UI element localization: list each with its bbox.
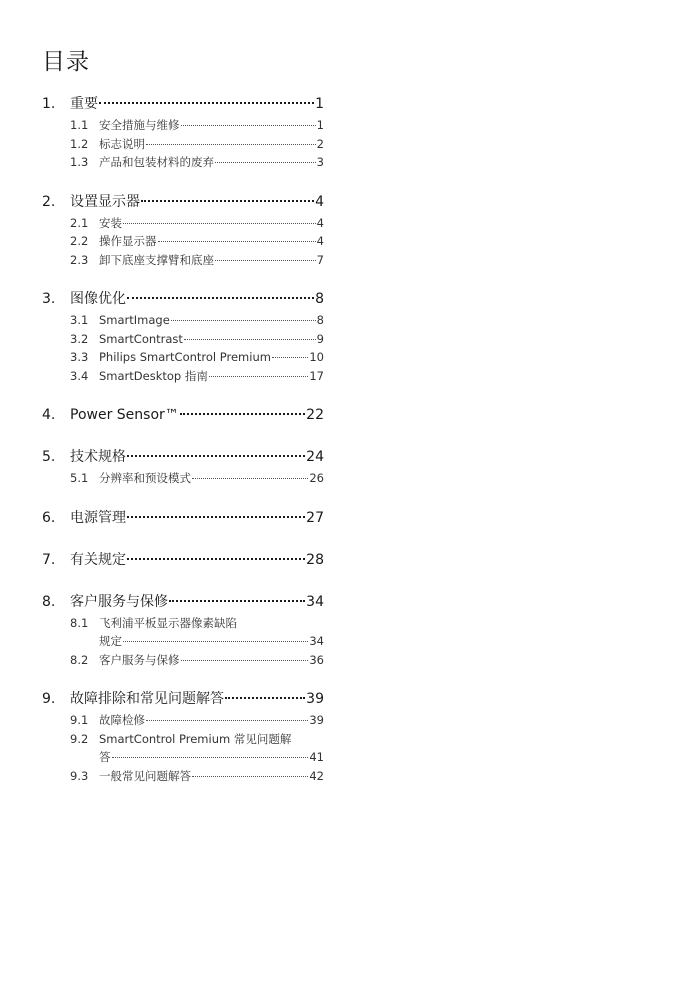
toc-entry-page: 22 (306, 407, 324, 423)
toc-subentry-label: 卸下底座支撑臂和底座 (99, 252, 214, 267)
toc-leader-dots (272, 357, 308, 358)
toc-entry-number: 6. (42, 509, 56, 526)
toc-subentry-label: 安装 (99, 215, 122, 230)
toc-entry-page: 27 (306, 509, 324, 526)
toc-subentry-label: 标志说明 (99, 136, 145, 151)
toc-subentry-label: 安全措施与维修 (99, 118, 180, 132)
toc-entry-number: 5. (42, 449, 56, 465)
toc-entry-page: 28 (306, 551, 324, 568)
toc-subentry-number: 3.3 (70, 350, 89, 364)
toc-subentry[interactable] (42, 153, 324, 172)
toc-subentry-number: 2.1 (70, 215, 89, 230)
toc-subentry-page: 36 (309, 652, 324, 667)
toc-subentry-page: 7 (316, 252, 324, 267)
toc-entry-number: 8. (42, 593, 56, 610)
toc-subentry-page: 26 (309, 471, 324, 485)
toc-subentry-page: 41 (309, 750, 324, 764)
toc-subentry[interactable] (42, 311, 324, 330)
toc-entry-number: 9. (42, 691, 56, 707)
toc-section (42, 289, 324, 385)
toc-leader-dots (127, 558, 305, 560)
toc-subentry[interactable] (42, 367, 324, 386)
toc-subentry-number: 3.2 (70, 331, 89, 346)
toc-leader-dots (184, 339, 316, 340)
toc-entry-page: 1 (315, 96, 324, 112)
toc-subentry-page: 1 (316, 118, 324, 132)
page-title: 目录 (42, 49, 90, 75)
toc-subentry[interactable] (42, 614, 324, 651)
toc-subentry-label: SmartImage (99, 313, 170, 327)
toc-subentry-label: 操作显示器 (99, 234, 157, 248)
toc-leader-dots (192, 776, 308, 777)
toc-subentry[interactable] (42, 330, 324, 349)
toc-subentry-label: 分辨率和预设模式 (99, 471, 191, 485)
toc-leader-dots (99, 102, 314, 104)
toc-subentry[interactable] (42, 116, 324, 135)
toc-subentry-number: 1.1 (70, 118, 89, 132)
toc-subentry-label: 飞利浦平板显示器像素缺陷 (99, 615, 237, 630)
toc-subentry-number: 1.3 (70, 155, 89, 169)
toc-subentry[interactable] (42, 767, 324, 786)
toc-subentry-number: 9.2 (70, 731, 89, 746)
toc-section (42, 689, 324, 785)
toc-subentry-label: SmartControl Premium 常见问题解 (99, 731, 292, 746)
toc-entry-page: 8 (315, 291, 324, 307)
toc-entry-page: 34 (306, 593, 324, 610)
toc-subentry-page: 2 (316, 136, 324, 151)
toc-subentry[interactable] (42, 348, 324, 367)
toc-entry[interactable] (42, 550, 324, 572)
toc-subentry-label: SmartContrast (99, 331, 183, 346)
toc-leader-dots (123, 641, 308, 642)
toc-leader-dots (141, 200, 314, 202)
toc-subentry-number: 9.1 (70, 713, 89, 727)
toc-subentry-number: 3.4 (70, 368, 89, 383)
toc-entry-label: 客户服务与保修 (70, 593, 168, 610)
toc-leader-dots (169, 600, 305, 602)
toc-section (42, 508, 324, 530)
toc-leader-dots (225, 697, 305, 699)
toc-section (42, 447, 324, 488)
toc-subentry-page: 4 (316, 215, 324, 230)
toc-subentry-page: 8 (316, 313, 324, 327)
toc-subentry[interactable] (42, 232, 324, 251)
toc-leader-dots (209, 376, 308, 377)
toc-subentry-number: 8.1 (70, 615, 89, 630)
toc-subentry-page: 3 (316, 155, 324, 169)
toc-subentry-number: 1.2 (70, 136, 89, 151)
toc-entry[interactable] (42, 508, 324, 530)
toc-entry-label: Power Sensor™ (70, 407, 179, 423)
toc-entry-label: 重要 (70, 96, 98, 112)
toc-subentry-page: 42 (309, 768, 324, 783)
toc-subentry-label: 故障检修 (99, 713, 145, 727)
toc-section (42, 192, 324, 270)
toc-subentry-label-continued: 答 (99, 750, 111, 764)
toc-leader-dots (181, 125, 316, 126)
toc-entry-number: 7. (42, 551, 56, 568)
toc-entry[interactable] (42, 689, 324, 711)
toc-entry-label: 有关规定 (70, 551, 126, 568)
toc-entry-page: 4 (315, 193, 324, 210)
toc-subentry-page: 39 (309, 713, 324, 727)
toc-leader-dots (127, 297, 314, 299)
toc-leader-dots (215, 162, 316, 163)
toc-subentry-page: 4 (316, 234, 324, 248)
toc-entry[interactable] (42, 447, 324, 469)
toc-leader-dots (192, 478, 308, 479)
toc-entry-label: 故障排除和常见问题解答 (70, 691, 224, 707)
toc-subentry-page: 34 (309, 634, 324, 648)
toc-subentry-number: 3.1 (70, 313, 89, 327)
toc-subentry[interactable] (42, 469, 324, 488)
toc-leader-dots (123, 223, 316, 224)
toc-subentry-number: 2.2 (70, 234, 89, 248)
toc-subentry-label: SmartDesktop 指南 (99, 368, 208, 383)
toc-leader-dots (127, 516, 305, 518)
toc-subentry-page: 17 (309, 368, 324, 383)
toc-subentry[interactable] (42, 651, 324, 670)
toc-subentry-label: 客户服务与保修 (99, 652, 180, 667)
toc-subentry-label: Philips SmartControl Premium (99, 350, 271, 364)
toc-entry-number: 3. (42, 291, 56, 307)
toc-subentry-page: 10 (309, 350, 324, 364)
toc-subentry[interactable] (42, 135, 324, 154)
toc-entry[interactable] (42, 289, 324, 311)
toc-section (42, 550, 324, 572)
toc-section (42, 405, 324, 427)
toc-subentry-number: 9.3 (70, 768, 89, 783)
toc-entry-page: 39 (306, 691, 324, 707)
toc-entry-number: 2. (42, 193, 56, 210)
toc-section (42, 592, 324, 670)
toc-entry-label: 设置显示器 (70, 193, 140, 210)
toc-subentry-label: 产品和包装材料的废弃 (99, 155, 214, 169)
toc-entry-number: 1. (42, 96, 56, 112)
toc-subentry[interactable] (42, 251, 324, 270)
toc-leader-dots (215, 260, 316, 261)
toc-subentry-number: 8.2 (70, 652, 89, 667)
toc-leader-dots (146, 144, 316, 145)
toc-subentry[interactable] (42, 214, 324, 233)
toc-entry[interactable] (42, 592, 324, 614)
toc-leader-dots (181, 660, 309, 661)
toc-subentry-label: 一般常见问题解答 (99, 768, 191, 783)
toc-subentry-number: 5.1 (70, 471, 89, 485)
toc-entry-page: 24 (306, 449, 324, 465)
toc-leader-dots (112, 757, 309, 758)
toc-leader-dots (171, 320, 316, 321)
toc-leader-dots (146, 720, 308, 721)
toc-entry-label: 技术规格 (70, 449, 126, 465)
toc-leader-dots (158, 241, 316, 242)
toc-entry[interactable] (42, 192, 324, 214)
toc-subentry[interactable] (42, 730, 324, 767)
toc-leader-dots (180, 413, 305, 415)
toc-entry-number: 4. (42, 407, 56, 423)
toc-entry-label: 图像优化 (70, 291, 126, 307)
toc-entry-label: 电源管理 (70, 509, 126, 526)
toc-entry[interactable] (42, 94, 324, 116)
table-of-contents (42, 94, 324, 805)
toc-leader-dots (127, 455, 305, 457)
toc-subentry-page: 9 (316, 331, 324, 346)
toc-subentry-number: 2.3 (70, 252, 89, 267)
toc-entry[interactable] (42, 405, 324, 427)
toc-subentry-label-continued: 规定 (99, 634, 122, 648)
toc-section (42, 94, 324, 172)
toc-subentry[interactable] (42, 711, 324, 730)
